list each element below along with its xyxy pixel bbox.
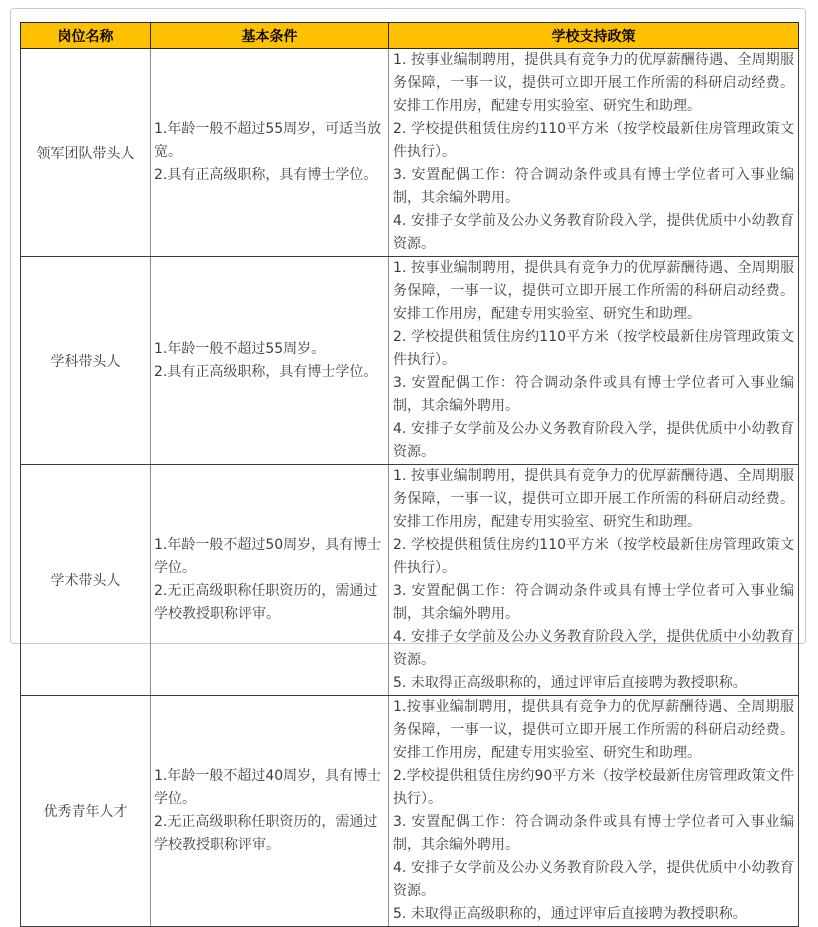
column-header-policies: 学校支持政策 xyxy=(389,23,799,49)
condition-item: 2.无正高级职称任职资历的，需通过学校教授职称评审。 xyxy=(154,814,378,853)
condition-item: 1.年龄一般不超过55周岁，可适当放宽。 xyxy=(154,121,382,160)
policy-item: 1. 按事业编制聘用，提供具有竞争力的优厚薪酬待遇、全周期服务保障，一事一议，提供可立即开展工作所需的科研启动经费。安排工作用房，配建专用实验室、研究生和助理。 xyxy=(393,260,794,322)
policy-item: 4. 安排子女学前及公办义务教育阶段入学，提供优质中小幼教育资源。 xyxy=(393,213,794,252)
policy-item: 2. 学校提供租赁住房约110平方米（按学校最新住房管理政策文件执行）。 xyxy=(393,121,794,160)
position-cell: 学科带头人 xyxy=(21,257,151,465)
condition-item: 1.年龄一般不超过40周岁，具有博士学位。 xyxy=(154,768,382,807)
policy-item: 4. 安排子女学前及公办义务教育阶段入学，提供优质中小幼教育资源。 xyxy=(393,629,794,668)
policy-item: 3. 安置配偶工作：符合调动条件或具有博士学位者可入事业编制，其余编外聘用。 xyxy=(393,814,794,853)
policies-cell xyxy=(389,465,799,696)
table-row xyxy=(21,696,799,927)
policy-item: 5. 未取得正高级职称的，通过评审后直接聘为教授职称。 xyxy=(393,675,747,691)
header-row xyxy=(21,23,799,49)
policy-item: 2. 学校提供租赁住房约110平方米（按学校最新住房管理政策文件执行）。 xyxy=(393,329,794,368)
table-row xyxy=(21,257,799,465)
policies-cell xyxy=(389,257,799,465)
policy-item: 1.按事业编制聘用，提供具有竞争力的优厚薪酬待遇、全周期服务保障，一事一议，提供可立即开展工作所需的科研启动经费。安排工作用房，配建专用实验室、研究生和助理。 xyxy=(393,699,794,761)
column-header-position: 岗位名称 xyxy=(21,23,151,49)
condition-item: 1.年龄一般不超过55周岁。 xyxy=(154,340,326,357)
conditions-cell xyxy=(151,49,389,257)
table-row xyxy=(21,465,799,696)
condition-item: 1.年龄一般不超过50周岁，具有博士学位。 xyxy=(154,537,382,576)
policy-item: 2. 学校提供租赁住房约110平方米（按学校最新住房管理政策文件执行）。 xyxy=(393,537,794,576)
policy-item: 1. 按事业编制聘用，提供具有竞争力的优厚薪酬待遇、全周期服务保障，一事一议，提供可立即开展工作所需的科研启动经费。安排工作用房，配建专用实验室、研究生和助理。 xyxy=(393,468,794,530)
policy-item: 4. 安排子女学前及公办义务教育阶段入学，提供优质中小幼教育资源。 xyxy=(393,860,794,899)
position-cell: 领军团队带头人 xyxy=(21,49,151,257)
policy-item: 4. 安排子女学前及公办义务教育阶段入学，提供优质中小幼教育资源。 xyxy=(393,421,794,460)
recruitment-table xyxy=(20,22,799,927)
policy-item: 3. 安置配偶工作：符合调动条件或具有博士学位者可入事业编制，其余编外聘用。 xyxy=(393,167,794,206)
column-header-conditions: 基本条件 xyxy=(151,23,389,49)
policies-cell xyxy=(389,696,799,927)
condition-item: 2.无正高级职称任职资历的，需通过学校教授职称评审。 xyxy=(154,583,378,622)
condition-item: 2.具有正高级职称，具有博士学位。 xyxy=(154,363,378,380)
conditions-cell xyxy=(151,257,389,465)
condition-item: 2.具有正高级职称，具有博士学位。 xyxy=(154,167,378,183)
conditions-cell xyxy=(151,465,389,696)
position-cell: 优秀青年人才 xyxy=(21,696,151,927)
position-cell: 学术带头人 xyxy=(21,465,151,696)
policy-item: 1. 按事业编制聘用，提供具有竞争力的优厚薪酬待遇、全周期服务保障，一事一议，提供可立即开展工作所需的科研启动经费。安排工作用房，配建专用实验室、研究生和助理。 xyxy=(393,52,794,114)
policy-item: 5. 未取得正高级职称的，通过评审后直接聘为教授职称。 xyxy=(393,906,747,922)
conditions-cell xyxy=(151,696,389,927)
policy-item: 3. 安置配偶工作：符合调动条件或具有博士学位者可入事业编制，其余编外聘用。 xyxy=(393,375,794,414)
policy-item: 3. 安置配偶工作：符合调动条件或具有博士学位者可入事业编制，其余编外聘用。 xyxy=(393,583,794,622)
table-row xyxy=(21,49,799,257)
policy-item: 2.学校提供租赁住房约90平方米（按学校最新住房管理政策文件执行）。 xyxy=(393,768,794,807)
policies-cell xyxy=(389,49,799,257)
